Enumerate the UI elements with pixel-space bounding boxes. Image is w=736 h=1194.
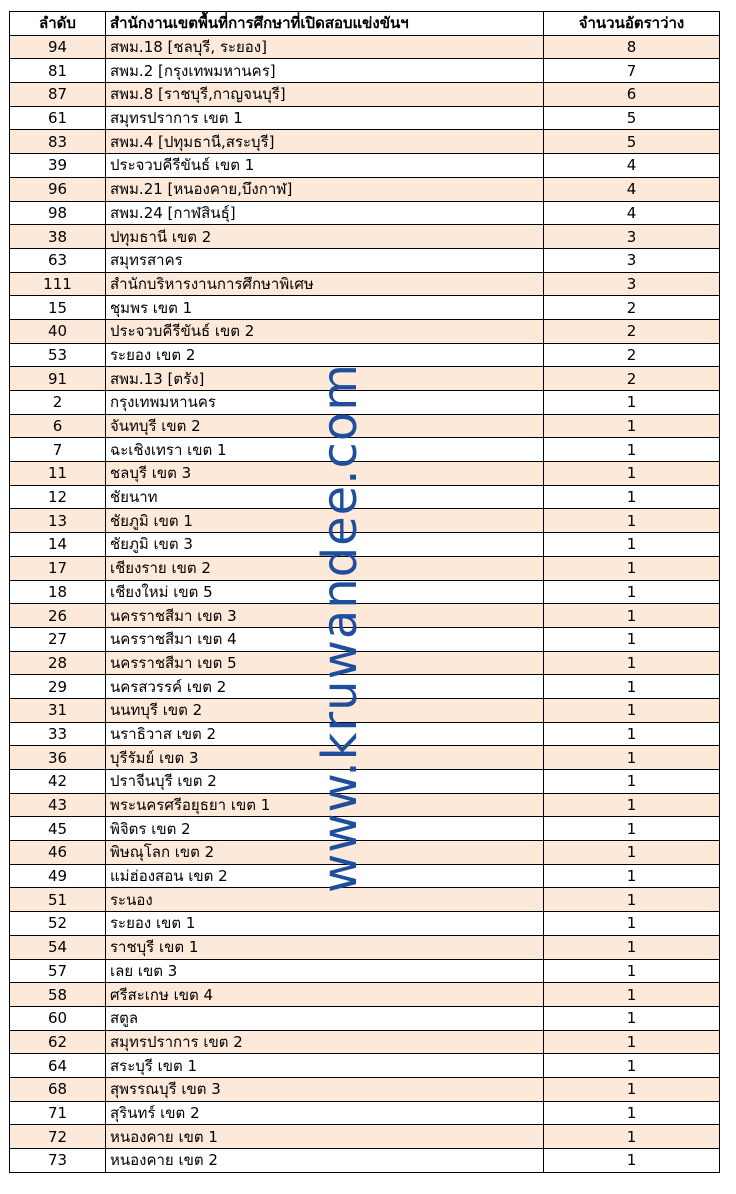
- cell-area: เลย เขต 3: [106, 959, 544, 983]
- table-row: [10, 177, 720, 201]
- table-row: [10, 864, 720, 888]
- table-row: [10, 1054, 720, 1078]
- cell-vacancies: 2: [544, 319, 720, 343]
- cell-vacancies: 2: [544, 343, 720, 367]
- cell-area: หนองคาย เขต 1: [106, 1125, 544, 1149]
- cell-vacancies: 4: [544, 201, 720, 225]
- cell-vacancies: 5: [544, 106, 720, 130]
- cell-order: 27: [10, 627, 106, 651]
- table-row: [10, 841, 720, 865]
- cell-vacancies: 1: [544, 841, 720, 865]
- cell-area: ชัยภูมิ เขต 3: [106, 533, 544, 557]
- cell-vacancies: 1: [544, 414, 720, 438]
- cell-area: ประจวบคีรีขันธ์ เขต 1: [106, 154, 544, 178]
- cell-order: 58: [10, 983, 106, 1007]
- cell-order: 31: [10, 698, 106, 722]
- cell-order: 98: [10, 201, 106, 225]
- cell-vacancies: 1: [544, 864, 720, 888]
- table-row: [10, 414, 720, 438]
- table-row: [10, 296, 720, 320]
- cell-vacancies: 1: [544, 462, 720, 486]
- cell-area: สพม.13 [ตรัง]: [106, 367, 544, 391]
- cell-vacancies: 5: [544, 130, 720, 154]
- table-row: [10, 272, 720, 296]
- watermark-text: www.kruwandee.com: [312, 363, 368, 893]
- table-row: [10, 533, 720, 557]
- table-row: [10, 201, 720, 225]
- header-vacancies: จำนวนอัตราว่าง: [544, 12, 720, 36]
- cell-vacancies: 2: [544, 296, 720, 320]
- cell-vacancies: 6: [544, 83, 720, 107]
- cell-area: สพม.4 [ปทุมธานี,สระบุรี]: [106, 130, 544, 154]
- cell-order: 87: [10, 83, 106, 107]
- cell-area: กรุงเทพมหานคร: [106, 391, 544, 415]
- table-row: [10, 106, 720, 130]
- cell-area: ชุมพร เขต 1: [106, 296, 544, 320]
- cell-area: นครราชสีมา เขต 4: [106, 627, 544, 651]
- cell-vacancies: 1: [544, 1149, 720, 1173]
- cell-area: สำนักบริหารงานการศึกษาพิเศษ: [106, 272, 544, 296]
- cell-vacancies: 1: [544, 580, 720, 604]
- cell-area: เชียงราย เขต 2: [106, 556, 544, 580]
- cell-vacancies: 1: [544, 1101, 720, 1125]
- cell-vacancies: 1: [544, 509, 720, 533]
- cell-order: 45: [10, 817, 106, 841]
- table-row: [10, 627, 720, 651]
- cell-vacancies: 2: [544, 367, 720, 391]
- cell-vacancies: 1: [544, 983, 720, 1007]
- table-row: [10, 793, 720, 817]
- table-row: [10, 746, 720, 770]
- cell-area: สพม.8 [ราชบุรี,กาญจนบุรี]: [106, 83, 544, 107]
- cell-order: 63: [10, 248, 106, 272]
- cell-area: ปราจีนบุรี เขต 2: [106, 770, 544, 794]
- cell-order: 51: [10, 888, 106, 912]
- cell-order: 28: [10, 651, 106, 675]
- cell-order: 46: [10, 841, 106, 865]
- cell-vacancies: 3: [544, 225, 720, 249]
- cell-vacancies: 3: [544, 272, 720, 296]
- cell-order: 96: [10, 177, 106, 201]
- cell-vacancies: 4: [544, 177, 720, 201]
- table-row: [10, 698, 720, 722]
- cell-order: 43: [10, 793, 106, 817]
- table-row: [10, 556, 720, 580]
- cell-order: 49: [10, 864, 106, 888]
- table-row: [10, 675, 720, 699]
- cell-vacancies: 1: [544, 817, 720, 841]
- cell-area: ประจวบคีรีขันธ์ เขต 2: [106, 319, 544, 343]
- cell-order: 13: [10, 509, 106, 533]
- cell-order: 73: [10, 1149, 106, 1173]
- cell-order: 36: [10, 746, 106, 770]
- table-row: [10, 1125, 720, 1149]
- table-row: [10, 438, 720, 462]
- cell-area: สมุทรปราการ เขต 2: [106, 1030, 544, 1054]
- cell-vacancies: 1: [544, 912, 720, 936]
- cell-order: 40: [10, 319, 106, 343]
- cell-area: สมุทรสาคร: [106, 248, 544, 272]
- cell-order: 42: [10, 770, 106, 794]
- cell-area: หนองคาย เขต 2: [106, 1149, 544, 1173]
- cell-area: สระบุรี เขต 1: [106, 1054, 544, 1078]
- vacancy-table: [9, 11, 720, 1173]
- cell-order: 81: [10, 59, 106, 83]
- cell-vacancies: 1: [544, 627, 720, 651]
- cell-vacancies: 1: [544, 1030, 720, 1054]
- table-row: [10, 154, 720, 178]
- header-area: สำนักงานเขตพื้นที่การศึกษาที่เปิดสอบแข่งขันฯ: [106, 12, 544, 36]
- cell-vacancies: 1: [544, 1006, 720, 1030]
- cell-order: 11: [10, 462, 106, 486]
- table-row: [10, 509, 720, 533]
- cell-vacancies: 1: [544, 604, 720, 628]
- cell-order: 7: [10, 438, 106, 462]
- table-row: [10, 391, 720, 415]
- cell-order: 39: [10, 154, 106, 178]
- table-row: [10, 248, 720, 272]
- cell-vacancies: 1: [544, 556, 720, 580]
- cell-area: ชลบุรี เขต 3: [106, 462, 544, 486]
- cell-area: สพม.18 [ชลบุรี, ระยอง]: [106, 35, 544, 59]
- cell-vacancies: 1: [544, 533, 720, 557]
- cell-area: ระยอง เขต 1: [106, 912, 544, 936]
- table-row: [10, 983, 720, 1007]
- cell-area: ฉะเชิงเทรา เขต 1: [106, 438, 544, 462]
- table-row: [10, 912, 720, 936]
- cell-vacancies: 1: [544, 391, 720, 415]
- cell-area: แม่ฮ่องสอน เขต 2: [106, 864, 544, 888]
- cell-order: 57: [10, 959, 106, 983]
- cell-area: จันทบุรี เขต 2: [106, 414, 544, 438]
- cell-area: พิจิตร เขต 2: [106, 817, 544, 841]
- cell-order: 29: [10, 675, 106, 699]
- cell-vacancies: 1: [544, 1077, 720, 1101]
- cell-order: 91: [10, 367, 106, 391]
- table-row: [10, 225, 720, 249]
- header-order: ลำดับ: [10, 12, 106, 36]
- cell-vacancies: 1: [544, 1054, 720, 1078]
- cell-area: นนทบุรี เขต 2: [106, 698, 544, 722]
- cell-vacancies: 7: [544, 59, 720, 83]
- cell-order: 14: [10, 533, 106, 557]
- cell-order: 111: [10, 272, 106, 296]
- cell-order: 12: [10, 485, 106, 509]
- cell-order: 72: [10, 1125, 106, 1149]
- cell-vacancies: 1: [544, 888, 720, 912]
- cell-order: 71: [10, 1101, 106, 1125]
- cell-order: 15: [10, 296, 106, 320]
- cell-area: ระนอง: [106, 888, 544, 912]
- cell-area: สพม.24 [กาฬสินธุ์]: [106, 201, 544, 225]
- cell-area: ศรีสะเกษ เขต 4: [106, 983, 544, 1007]
- cell-order: 18: [10, 580, 106, 604]
- cell-vacancies: 1: [544, 746, 720, 770]
- table-row: [10, 1149, 720, 1173]
- cell-vacancies: 1: [544, 438, 720, 462]
- cell-area: สุรินทร์ เขต 2: [106, 1101, 544, 1125]
- cell-area: นครราชสีมา เขต 3: [106, 604, 544, 628]
- cell-order: 17: [10, 556, 106, 580]
- cell-order: 62: [10, 1030, 106, 1054]
- cell-area: ราชบุรี เขต 1: [106, 935, 544, 959]
- cell-vacancies: 1: [544, 675, 720, 699]
- cell-order: 60: [10, 1006, 106, 1030]
- cell-vacancies: 1: [544, 770, 720, 794]
- table-row: [10, 462, 720, 486]
- cell-area: สุพรรณบุรี เขต 3: [106, 1077, 544, 1101]
- cell-order: 26: [10, 604, 106, 628]
- table-row: [10, 651, 720, 675]
- cell-area: พิษณุโลก เขต 2: [106, 841, 544, 865]
- cell-area: นราธิวาส เขต 2: [106, 722, 544, 746]
- table-row: [10, 130, 720, 154]
- cell-order: 94: [10, 35, 106, 59]
- table-row: [10, 817, 720, 841]
- table-row: [10, 1077, 720, 1101]
- table-row: [10, 35, 720, 59]
- table-body: [10, 35, 720, 1172]
- table-header-row: [10, 12, 720, 36]
- table-row: [10, 1030, 720, 1054]
- table-row: [10, 343, 720, 367]
- table-row: [10, 319, 720, 343]
- cell-area: สตูล: [106, 1006, 544, 1030]
- cell-vacancies: 1: [544, 935, 720, 959]
- cell-area: ปทุมธานี เขต 2: [106, 225, 544, 249]
- cell-order: 33: [10, 722, 106, 746]
- cell-area: สมุทรปราการ เขต 1: [106, 106, 544, 130]
- cell-area: นครราชสีมา เขต 5: [106, 651, 544, 675]
- cell-vacancies: 1: [544, 793, 720, 817]
- cell-area: ระยอง เขต 2: [106, 343, 544, 367]
- cell-area: สพม.21 [หนองคาย,บึงกาฬ]: [106, 177, 544, 201]
- cell-vacancies: 1: [544, 1125, 720, 1149]
- table-row: [10, 935, 720, 959]
- table-row: [10, 770, 720, 794]
- cell-order: 52: [10, 912, 106, 936]
- cell-area: พระนครศรีอยุธยา เขต 1: [106, 793, 544, 817]
- cell-order: 61: [10, 106, 106, 130]
- cell-vacancies: 4: [544, 154, 720, 178]
- cell-order: 83: [10, 130, 106, 154]
- cell-vacancies: 1: [544, 698, 720, 722]
- cell-vacancies: 1: [544, 485, 720, 509]
- table-row: [10, 59, 720, 83]
- cell-order: 68: [10, 1077, 106, 1101]
- cell-area: เชียงใหม่ เขต 5: [106, 580, 544, 604]
- cell-order: 38: [10, 225, 106, 249]
- table-row: [10, 888, 720, 912]
- cell-vacancies: 8: [544, 35, 720, 59]
- table-row: [10, 485, 720, 509]
- cell-vacancies: 1: [544, 651, 720, 675]
- cell-area: สพม.2 [กรุงเทพมหานคร]: [106, 59, 544, 83]
- cell-order: 6: [10, 414, 106, 438]
- table-row: [10, 367, 720, 391]
- cell-area: นครสวรรค์ เขต 2: [106, 675, 544, 699]
- cell-vacancies: 3: [544, 248, 720, 272]
- cell-order: 2: [10, 391, 106, 415]
- cell-order: 54: [10, 935, 106, 959]
- cell-vacancies: 1: [544, 959, 720, 983]
- vacancy-table-sheet: [9, 11, 719, 1173]
- table-row: [10, 722, 720, 746]
- cell-order: 53: [10, 343, 106, 367]
- table-row: [10, 83, 720, 107]
- table-row: [10, 580, 720, 604]
- cell-area: ชัยนาท: [106, 485, 544, 509]
- cell-order: 64: [10, 1054, 106, 1078]
- cell-vacancies: 1: [544, 722, 720, 746]
- cell-area: บุรีรัมย์ เขต 3: [106, 746, 544, 770]
- table-row: [10, 604, 720, 628]
- table-row: [10, 1006, 720, 1030]
- table-row: [10, 959, 720, 983]
- cell-area: ชัยภูมิ เขต 1: [106, 509, 544, 533]
- table-row: [10, 1101, 720, 1125]
